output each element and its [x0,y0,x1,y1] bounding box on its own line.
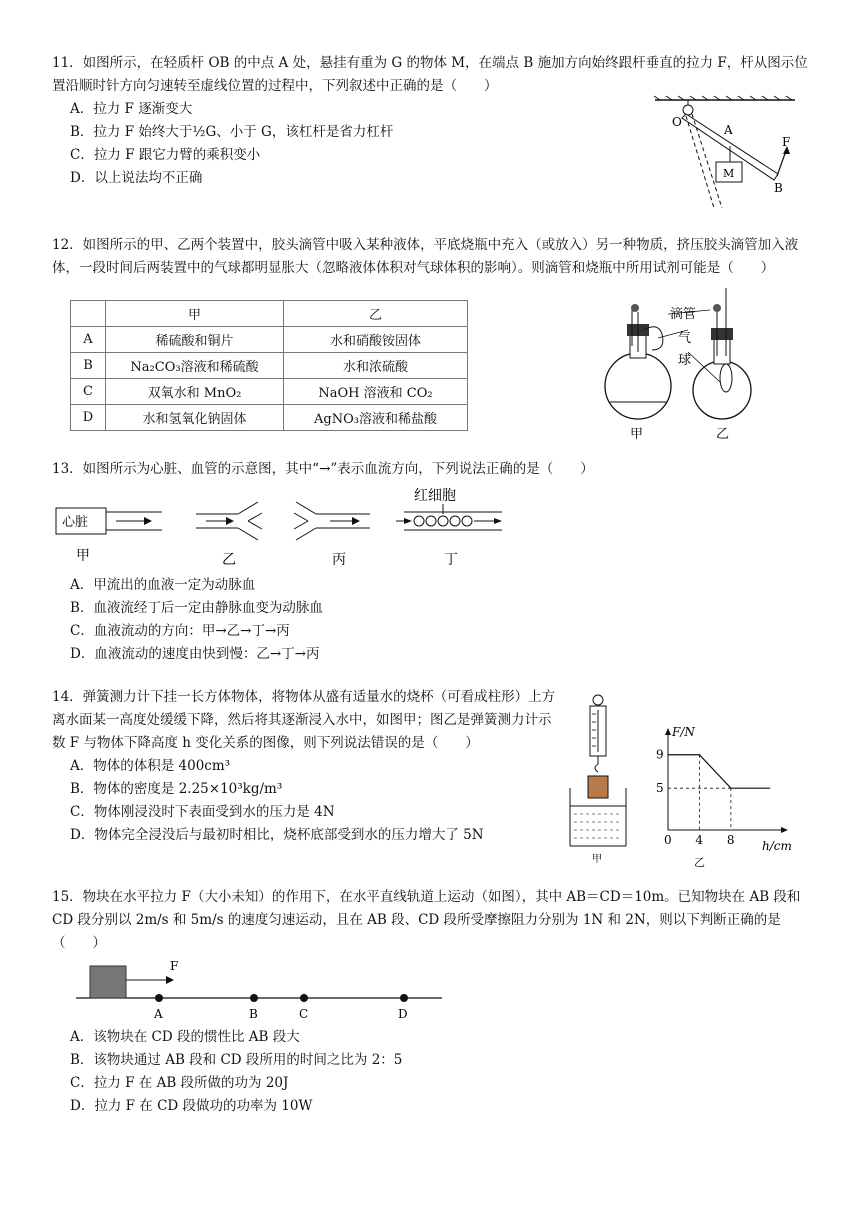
apparatus-label-jia: 甲 [630,427,644,442]
table-cell: 水和氢氧化钠固体 [106,405,284,431]
blood-vessel-figure [52,484,522,570]
table-cell: Na₂CO₃溶液和稀硫酸 [106,353,284,379]
chart-x-tick: 8 [726,833,735,847]
vessel-label-yi: 乙 [222,552,236,568]
chart-x-arrow [781,827,788,833]
chart-y-tick: 5 [656,781,664,796]
q11-option-d: D．以上说法均不正确 [70,170,203,186]
table-cell: 水和硝酸铵固体 [284,327,468,353]
question-12 [52,234,812,280]
balloon-label-1: 气 [678,331,692,346]
q12-stem: 12．如图所示的甲、乙两个装置中，胶头滴管中吸入某种液体，平底烧瓶中充入（或放入）另一种物质，挤压胶头滴管加入液体，一段时间后两装置中的气球都明显胀大（忽略液体体积对气球体积的影响）。则滴管和烧瓶中所用试剂可能是（ ） [52,237,799,276]
q14-option-b: B．物体的密度是 2.25×10³kg/m³ [70,781,283,797]
track-figure [70,956,450,1022]
table-cell: 双氧水和 MnO₂ [106,379,284,405]
table-cell: D [71,405,106,431]
q14-stem: 14．弹簧测力计下挂一长方体物体，将物体从盛有适量水的烧杯（可看成柱形）上方离水面某一高度处缓缓下降，然后将其逐渐浸入水中，如图甲；图乙是弹簧测力计示数 F 与物体下降高度 h 变化关系的图像，则下列说法错误的是（ ） [52,689,556,751]
chart-x-tick: 0 [664,833,672,847]
q15-option-a: A．该物块在 CD 段的惯性比 AB 段大 [70,1029,300,1045]
q15-option-b: B．该物块通过 AB 段和 CD 段所用的时间之比为 2：5 [70,1052,403,1068]
track-label-c: C [299,1007,309,1021]
beaker-label-jia: 甲 [592,854,602,865]
table-cell: B [71,353,106,379]
q13-option-b: B．血液流经丁后一定由静脉血变为动脉血 [70,600,323,616]
apparatus-label-yi: 乙 [716,427,730,442]
question-15-options [52,1026,812,1118]
heart-label: 心脏 [62,515,89,530]
chart-y-label: F/N [672,725,695,739]
lever-label-o: O [672,115,682,129]
table-header: 甲 [106,301,284,327]
chart-label-yi: 乙 [694,856,705,869]
q13-option-c: C．血液流动的方向：甲→乙→丁→丙 [70,623,290,639]
q15-stem: 15．物块在水平拉力 F（大小未知）的作用下，在水平直线轨道上运动（如图），其中 AB＝CD＝10m。已知物块在 AB 段和 CD 段分别以 2m/s 和 5m/s 的速度匀速运动，且在 AB 段、CD 段所受摩擦阻力分别为 1N 和 2N，则以下判断正确的是（ ） [52,889,801,951]
track-label-f: F [170,959,179,973]
q11-option-a: A．拉力 F 逐渐变大 [70,101,193,117]
vessel-label-bing: 丙 [332,552,346,568]
balloon-label-2: 球 [678,353,692,368]
lever-label-a: A [724,123,733,137]
rbc-label: 红细胞 [414,488,456,504]
table-header [71,301,106,327]
q15-option-d: D．拉力 F 在 CD 段做功的功率为 10W [70,1098,313,1114]
table-row [71,379,468,405]
q14-option-c: C．物体刚浸没时下表面受到水的压力是 4N [70,804,335,820]
chart-y-arrow [665,728,671,735]
q14-option-a: A．物体的体积是 400cm³ [70,758,231,774]
table-cell: C [71,379,106,405]
chart-y-tick: 9 [656,747,664,762]
lever-label-m: M [723,167,735,180]
table-cell: AgNO₃溶液和稀盐酸 [284,405,468,431]
q14-option-d: D．物体完全浸没后与最初时相比，烧杯底部受到水的压力增大了 5N [70,827,484,843]
force-height-chart [650,726,800,854]
question-13-options [52,574,812,666]
lever-figure [650,96,820,214]
track-label-d: D [398,1007,408,1021]
table-cell: 水和浓硫酸 [284,353,468,379]
q15-option-c: C．拉力 F 在 AB 段所做的功为 20J [70,1075,289,1091]
table-row [71,327,468,353]
chart-x-tick: 4 [695,833,704,847]
table-header-row [71,301,468,327]
q13-stem: 13．如图所示为心脏、血管的示意图，其中“→”表示血流方向，下列说法正确的是（ ） [52,461,594,477]
question-15 [52,886,812,955]
table-row [71,353,468,379]
question-13 [52,458,812,481]
question-14 [52,686,562,847]
chart-series-line [668,755,770,788]
track-label-a: A [154,1007,163,1021]
dropper-label: 滴管 [670,307,697,322]
q11-option-b: B．拉力 F 始终大于½G、小于 G，该杠杆是省力杠杆 [70,124,394,140]
flask-apparatus-figure [600,286,770,446]
table-cell: 稀硫酸和铜片 [106,327,284,353]
spring-scale-beaker-figure [562,692,642,865]
q13-option-d: D．血液流动的速度由快到慢：乙→丁→丙 [70,646,320,662]
q11-stem: 11．如图所示，在轻质杆 OB 的中点 A 处，悬挂有重为 G 的物体 M，在端点 B 施加方向始终跟杆垂直的拉力 F，杆从图示位置沿顺时针方向匀速转至虚线位置的过程中，下列叙述中正确的是（ ） [52,55,808,94]
table-row [71,405,468,431]
lever-label-b: B [774,181,783,195]
vessel-label-jia: 甲 [76,548,90,564]
reagent-table [70,300,468,431]
lever-label-f: F [782,135,791,149]
chart-guides [668,755,731,830]
table-cell: A [71,327,106,353]
table-header: 乙 [284,301,468,327]
vessel-label-ding: 丁 [444,552,458,568]
q13-option-a: A．甲流出的血液一定为动脉血 [70,577,256,593]
table-cell: NaOH 溶液和 CO₂ [284,379,468,405]
chart-x-label: h/cm [762,839,792,853]
track-label-b: B [249,1007,258,1021]
q11-option-c: C．拉力 F 跟它力臂的乘积变小 [70,147,261,163]
